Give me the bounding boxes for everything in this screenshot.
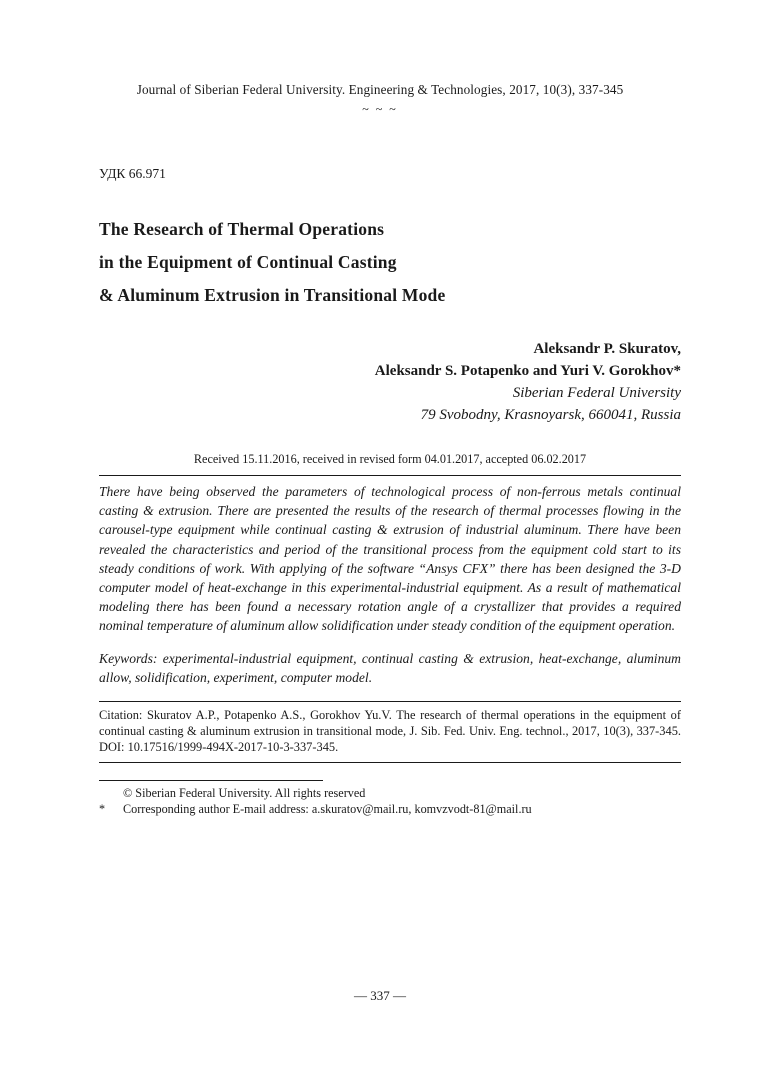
journal-header: Journal of Siberian Federal University. Engineering & Technologies, 2017, 10(3), 337-345 xyxy=(136,82,624,97)
article-title xyxy=(99,213,681,312)
keywords-text: Keywords: experimental-industrial equipment, continual casting & extrusion, heat-exchange, aluminum allow, solidification, experiment, computer model. xyxy=(99,650,681,685)
divider-above-citation xyxy=(99,701,681,702)
footnote-asterisk: * xyxy=(99,802,106,817)
footnotes-block xyxy=(99,785,681,818)
authors-line-1: Aleksandr P. Skuratov, xyxy=(533,341,681,357)
affiliation-line-2: 79 Svobodny, Krasnoyarsk, 660041, Russia xyxy=(420,407,681,423)
abstract-text: There have being observed the parameters of technological process of non-ferrous metals continual casting & extrusion. There are presented the results of the research of thermal processes flowing in the carousel-type equipment while continual casting & extrusion of industrial aluminum. There have been revealed the characteristics and period of the transitional process from the equipment cold start to its steady conditions of work. With applying of the software “Ansys CFX” there has been designed the 3-D computer model of heat-exchange in this experimental-industrial equipment. As a result of mathematical modeling there has been found a necessary rotation angle of a crystallizer that provides a required nominal temperature of aluminum allow solidification under steady condition of the equipment operation. xyxy=(99,484,681,634)
divider-above-abstract xyxy=(99,475,681,476)
page-number: — 337 — xyxy=(354,988,406,1003)
corresponding-author-text: Corresponding author E-mail address: a.skuratov@mail.ru, komvzvodt-81@mail.ru xyxy=(123,802,532,817)
footnote-separator xyxy=(99,780,323,781)
authors-block xyxy=(99,338,681,382)
affiliation-line-1: Siberian Federal University xyxy=(512,385,681,401)
udk-code: УДК 66.971 xyxy=(99,166,166,181)
corresponding-author-note xyxy=(99,801,681,818)
divider-below-citation xyxy=(99,762,681,763)
article-content xyxy=(99,166,681,818)
header-ornament: ~ ~ ~ xyxy=(362,102,398,116)
title-line-3: & Aluminum Extrusion in Transitional Mode xyxy=(99,285,446,305)
affiliation-block xyxy=(99,382,681,426)
authors-line-2: Aleksandr S. Potapenko and Yuri V. Gorokhov* xyxy=(374,363,681,379)
received-dates: Received 15.11.2016, received in revised form 04.01.2017, accepted 06.02.2017 xyxy=(193,452,587,466)
citation-text: Citation: Skuratov A.P., Potapenko A.S., Gorokhov Yu.V. The research of thermal operations in the equipment of continual casting & aluminum extrusion in transitional mode, J. Sib. Fed. Univ. Eng. technol., 2017, 10(3), 337-345. DOI: 10.17516/1999-494X-2017-10-3-337-345. xyxy=(99,708,681,755)
copyright-notice: © Siberian Federal University. All rights reserved xyxy=(123,785,366,800)
title-line-1: The Research of Thermal Operations xyxy=(99,219,385,239)
title-line-2: in the Equipment of Continual Casting xyxy=(99,252,397,272)
